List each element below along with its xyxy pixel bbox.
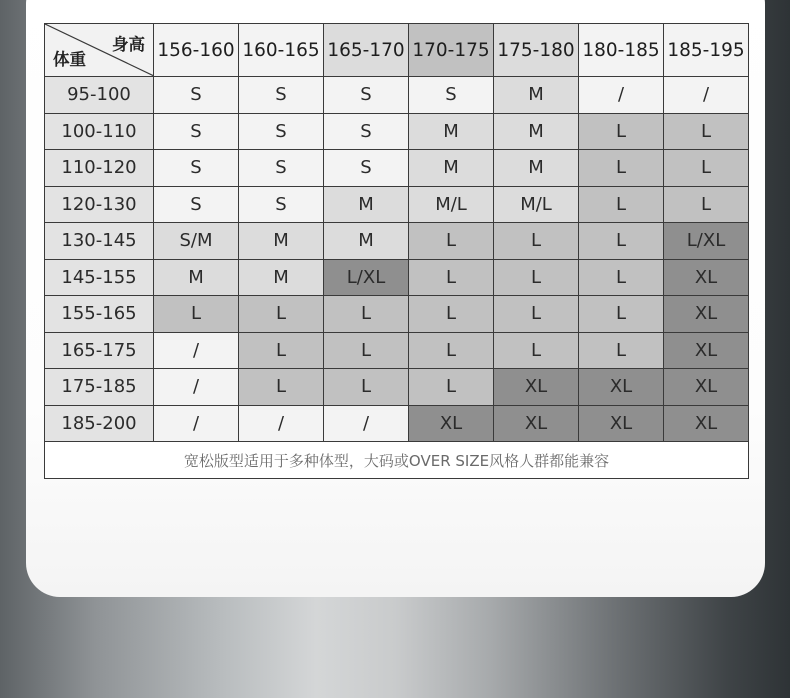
size-cell: L [579, 113, 664, 150]
size-cell: L [154, 296, 239, 333]
size-cell: L [239, 332, 324, 369]
size-row [45, 77, 749, 114]
size-cell: S [154, 113, 239, 150]
size-cell: XL [664, 332, 749, 369]
size-cell: S [154, 186, 239, 223]
size-cell: S/M [154, 223, 239, 260]
size-cell: S [154, 150, 239, 187]
height-header-cell: 165-170 [324, 24, 409, 77]
weight-range-cell: 130-145 [45, 223, 154, 260]
size-row [45, 113, 749, 150]
size-cell: L [239, 369, 324, 406]
size-cell: M [154, 259, 239, 296]
size-cell: L [494, 296, 579, 333]
size-row [45, 296, 749, 333]
size-chart-table [44, 23, 749, 479]
size-cell: XL [664, 259, 749, 296]
size-cell: L [494, 259, 579, 296]
weight-range-cell: 185-200 [45, 405, 154, 442]
size-cell: L [579, 296, 664, 333]
size-cell: L [409, 296, 494, 333]
height-header-row [45, 24, 749, 77]
size-cell: / [324, 405, 409, 442]
weight-range-cell: 100-110 [45, 113, 154, 150]
size-cell: / [154, 332, 239, 369]
size-cell: M [324, 223, 409, 260]
weight-range-cell: 175-185 [45, 369, 154, 406]
size-cell: S [409, 77, 494, 114]
weight-range-cell: 145-155 [45, 259, 154, 296]
size-cell: S [239, 150, 324, 187]
size-cell: XL [494, 369, 579, 406]
height-axis-label: 身高 [112, 35, 145, 54]
size-cell: L [324, 332, 409, 369]
size-cell: L [409, 369, 494, 406]
size-cell: L/XL [324, 259, 409, 296]
size-cell: / [239, 405, 324, 442]
size-cell: L [494, 332, 579, 369]
size-cell: L [664, 113, 749, 150]
size-cell: XL [579, 369, 664, 406]
size-cell: L [664, 150, 749, 187]
size-cell: M [409, 113, 494, 150]
size-cell: XL [409, 405, 494, 442]
size-cell: S [324, 77, 409, 114]
fit-note: 宽松版型适用于多种体型，大码或OVER SIZE风格人群都能兼容 [45, 442, 749, 479]
corner-cell [45, 24, 154, 77]
size-cell: / [154, 369, 239, 406]
size-cell: S [324, 113, 409, 150]
size-cell: M [409, 150, 494, 187]
size-cell: M [324, 186, 409, 223]
height-header-cell: 175-180 [494, 24, 579, 77]
size-cell: L [409, 332, 494, 369]
size-row [45, 223, 749, 260]
size-row [45, 369, 749, 406]
size-cell: L [579, 186, 664, 223]
size-cell: XL [579, 405, 664, 442]
weight-range-cell: 95-100 [45, 77, 154, 114]
height-header-cell: 180-185 [579, 24, 664, 77]
size-row [45, 405, 749, 442]
size-cell: / [154, 405, 239, 442]
size-cell: L [324, 369, 409, 406]
size-cell: L [579, 332, 664, 369]
size-cell: / [664, 77, 749, 114]
height-header-cell: 170-175 [409, 24, 494, 77]
height-header-cell: 185-195 [664, 24, 749, 77]
size-cell: L [494, 223, 579, 260]
size-cell: L [239, 296, 324, 333]
size-cell: L [579, 259, 664, 296]
size-cell: / [579, 77, 664, 114]
size-cell: L [324, 296, 409, 333]
weight-axis-label: 体重 [53, 50, 86, 69]
size-cell: M/L [409, 186, 494, 223]
size-cell: M/L [494, 186, 579, 223]
weight-range-cell: 120-130 [45, 186, 154, 223]
size-cell: S [239, 113, 324, 150]
size-cell: L [409, 259, 494, 296]
height-header-cell: 160-165 [239, 24, 324, 77]
size-cell: M [494, 150, 579, 187]
size-cell: L/XL [664, 223, 749, 260]
size-row [45, 259, 749, 296]
size-cell: L [579, 150, 664, 187]
size-cell: S [239, 186, 324, 223]
size-row [45, 150, 749, 187]
size-cell: XL [664, 369, 749, 406]
size-cell: M [494, 113, 579, 150]
size-cell: XL [664, 296, 749, 333]
size-cell: S [239, 77, 324, 114]
size-row [45, 332, 749, 369]
size-cell: L [664, 186, 749, 223]
weight-range-cell: 155-165 [45, 296, 154, 333]
weight-range-cell: 110-120 [45, 150, 154, 187]
size-cell: XL [494, 405, 579, 442]
size-cell: L [579, 223, 664, 260]
size-cell: L [409, 223, 494, 260]
size-cell: M [239, 223, 324, 260]
size-row [45, 186, 749, 223]
size-cell: M [239, 259, 324, 296]
weight-range-cell: 165-175 [45, 332, 154, 369]
size-cell: M [494, 77, 579, 114]
note-row [45, 442, 749, 479]
height-header-cell: 156-160 [154, 24, 239, 77]
size-cell: S [154, 77, 239, 114]
size-cell: XL [664, 405, 749, 442]
size-cell: S [324, 150, 409, 187]
